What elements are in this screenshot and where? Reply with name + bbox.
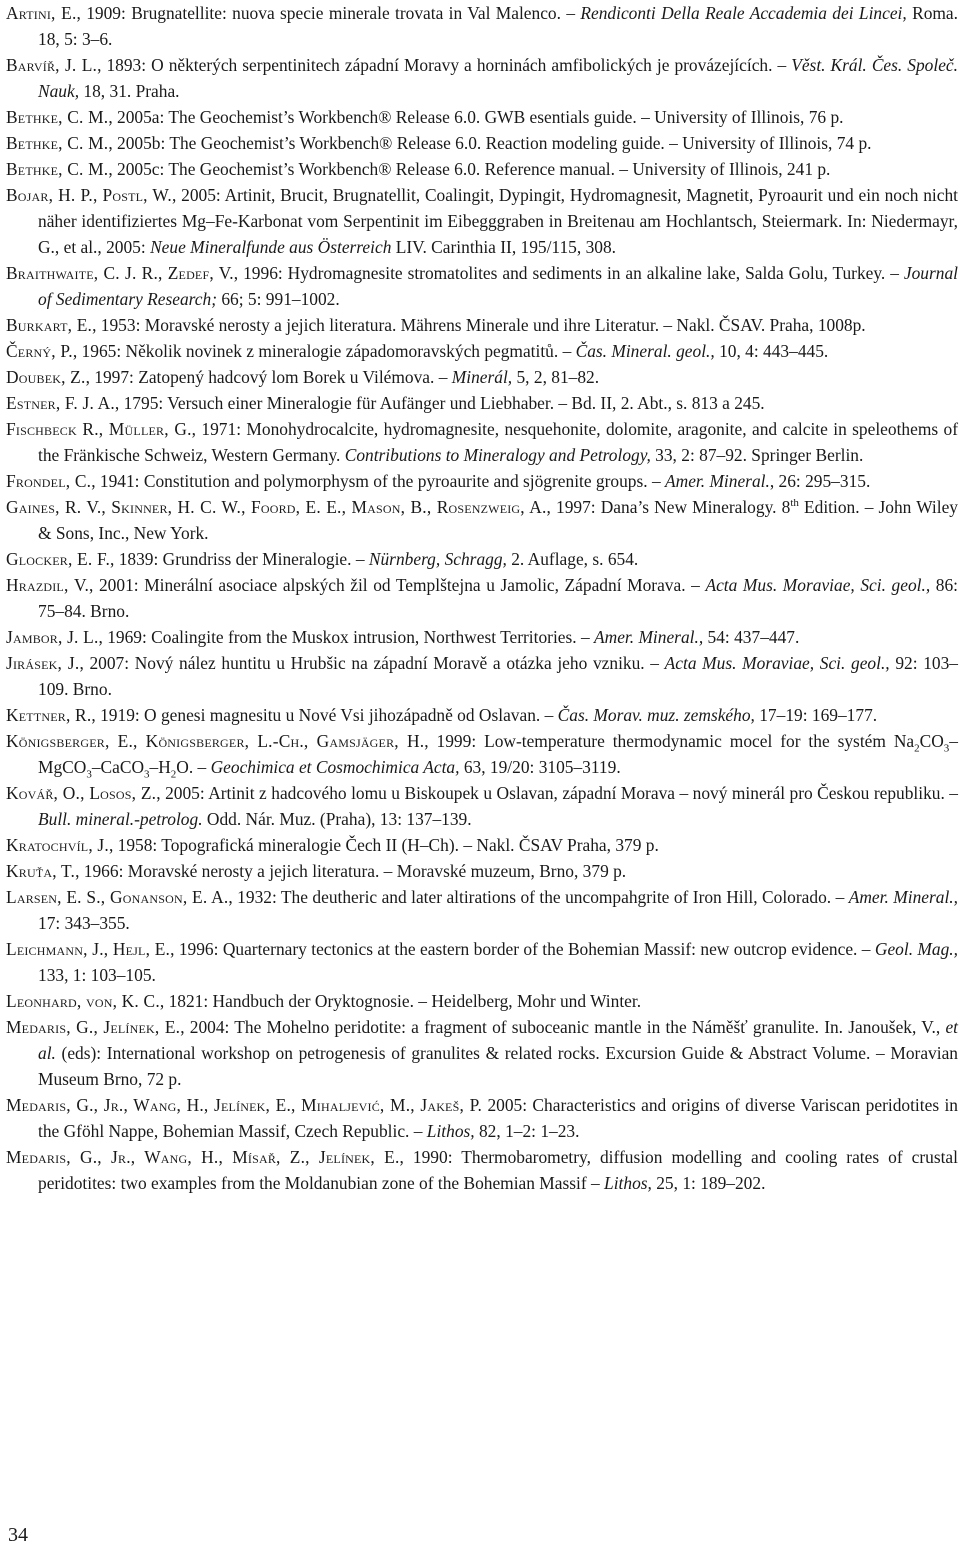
reference-text: , 1997: Dana’s New Mineralogy. 8 xyxy=(546,497,791,517)
reference-text: 10, 4: 443–445. xyxy=(714,341,829,361)
reference-entry xyxy=(6,572,958,624)
reference-source: Nürnberg, Schragg, xyxy=(368,549,507,569)
reference-entry xyxy=(6,936,958,988)
reference-source: Bull. mineral.-petrolog. xyxy=(38,809,203,829)
reference-authors: Jirásek, J. xyxy=(6,653,80,673)
reference-text: 2005: Characteristics and origins of diverse Variscan peridotites in the Gföhl Nappe, Bohemian Massif, Czech Republic. – xyxy=(38,1095,958,1141)
reference-text: , 1932: The deutheric and later altirations of the uncompahgrite of Iron Hill, Colorado. – xyxy=(228,887,849,907)
reference-authors: Bethke, C. M. xyxy=(6,107,109,127)
reference-text: 25, 1: 189–202. xyxy=(651,1173,766,1193)
reference-text: , 2005: Artinit z hadcového lomu u Biskoupek u Oslavan, západní Morava – nový minerál pro Českou republiku. – xyxy=(156,783,958,803)
reference-entry xyxy=(6,988,958,1014)
reference-text: 17–19: 169–177. xyxy=(754,705,878,725)
reference-entry xyxy=(6,182,958,260)
reference-text: , 2005b: The Geochemist’s Workbench® Release 6.0. Reaction modeling guide. – University of Illinois, 74 p. xyxy=(108,133,872,153)
reference-authors: Medaris, G., Jelínek, E. xyxy=(6,1017,181,1037)
reference-text: , 1996: Quarternary tectonics at the eastern border of the Bohemian Massif: new outcrop evidence. – xyxy=(170,939,875,959)
reference-entry xyxy=(6,312,958,338)
subscript: 3 xyxy=(943,742,950,755)
reference-authors: Frondel, C. xyxy=(6,471,92,491)
reference-authors: Braithwaite, C. J. R., Zedef, V. xyxy=(6,263,234,283)
reference-source: Lithos, xyxy=(426,1121,475,1141)
subscript: 2 xyxy=(170,768,177,781)
reference-source: Lithos, xyxy=(604,1173,652,1193)
reference-text: 5, 2, 81–82. xyxy=(512,367,600,387)
reference-text: CO xyxy=(919,731,944,751)
reference-text: , 1999: Low-temperature thermodynamic mocel for the systém Na xyxy=(424,731,915,751)
reference-authors: Kovář, O., Losos, Z. xyxy=(6,783,157,803)
reference-source: Amer. Mineral. xyxy=(665,471,770,491)
reference-entry xyxy=(6,390,958,416)
reference-text: , 1795: Versuch einer Mineralogie für Aufänger und Liebhaber. – Bd. II, 2. Abt., s. 813 a 245. xyxy=(114,393,765,413)
reference-text: , 1990: Thermobarometry, diffusion modelling and cooling rates of crustal peridotites: two examples from the Moldanubian zone of the Bohemian Massif – xyxy=(38,1147,958,1193)
reference-authors: Leonhard, von, K. C. xyxy=(6,991,160,1011)
reference-authors: Medaris, G., Jr., Wang, H., Mísař, Z., Jelínek, E. xyxy=(6,1147,400,1167)
reference-source: Amer. Mineral., xyxy=(594,627,704,647)
reference-entry xyxy=(6,728,958,780)
reference-text: 63, 19/20: 3105–3119. xyxy=(459,757,621,777)
reference-entry xyxy=(6,364,958,390)
reference-text: 17: 343–355. xyxy=(38,913,130,933)
reference-page xyxy=(6,0,958,1196)
reference-authors: Gaines, R. V., Skinner, H. C. W., Foord, E. E., Mason, B., Rosenzweig, A. xyxy=(6,497,547,517)
reference-source: Geochimica et Cosmochimica Acta, xyxy=(210,757,460,777)
reference-source: Věst. Král. Čes. Společ. Nauk, xyxy=(38,55,958,101)
reference-entry xyxy=(6,468,958,494)
reference-authors: Jambor, J. L. xyxy=(6,627,99,647)
reference-entry xyxy=(6,1144,958,1196)
reference-source: Journal of Sedimentary Research; xyxy=(38,263,958,309)
reference-text: , 1821: Handbuch der Oryktognosie. – Heidelberg, Mohr und Winter. xyxy=(159,991,642,1011)
reference-text: 54: 437–447. xyxy=(703,627,800,647)
reference-text: Edition. – John Wiley & Sons, Inc., New York. xyxy=(38,497,958,543)
reference-source: Rendiconti Della Reale Accademia dei Lincei, xyxy=(580,3,907,23)
reference-authors: Leichmann, J., Hejl, E. xyxy=(6,939,171,959)
reference-text: , 1839: Grundriss der Mineralogie. – xyxy=(110,549,369,569)
reference-authors: Černý, P. xyxy=(6,341,73,361)
reference-entry xyxy=(6,416,958,468)
reference-text: , 1958: Topografická mineralogie Čech II (H–Ch). – Nakl. ČSAV Praha, 379 p. xyxy=(108,835,659,855)
reference-text: 66; 5: 991–1002. xyxy=(217,289,340,309)
reference-authors: Bethke, C. M. xyxy=(6,133,109,153)
reference-text: O. – xyxy=(176,757,211,777)
reference-text: , 2007: Nový nález huntitu u Hrubšic na západní Moravě a otázka jeho vzniku. – xyxy=(79,653,665,673)
reference-authors: Königsberger, E., Königsberger, L.-Ch., Gamsjäger, H. xyxy=(6,731,425,751)
reference-text: , 1953: Moravské nerosty a jejich literatura. Mährens Minerale und ihre Literatur. – Nakl. ČSAV. Praha, 1008p. xyxy=(92,315,866,335)
reference-text: , 2005a: The Geochemist’s Workbench® Release 6.0. GWB esentials guide. – University of Illinois, 76 p. xyxy=(108,107,844,127)
reference-text: 82, 1–2: 1–23. xyxy=(474,1121,580,1141)
reference-text: , 2005c: The Geochemist’s Workbench® Release 6.0. Reference manual. – University of Illinois, 241 p. xyxy=(108,159,831,179)
reference-entry xyxy=(6,858,958,884)
subscript: 3 xyxy=(144,768,150,781)
reference-authors: Artini, E. xyxy=(6,3,77,23)
reference-source: Acta Mus. Moraviae, Sci. geol., xyxy=(664,653,890,673)
reference-source: Čas. Mineral. geol., xyxy=(575,341,715,361)
reference-source: Contributions to Mineralogy and Petrology, xyxy=(344,445,651,465)
reference-text: , 1966: Moravské nerosty a jejich literatura. – Moravské muzeum, Brno, 379 p. xyxy=(75,861,627,881)
reference-entry xyxy=(6,702,958,728)
reference-text: , 26: 295–315. xyxy=(769,471,871,491)
reference-source: Čas. Morav. muz. zemského, xyxy=(557,705,755,725)
reference-text: , 1971: Monohydrocalcite, hydromagnesite, nesquehonite, dolomite, aragonite, and calcite in speleothems of the Fränkische Schweiz, Western Germany. xyxy=(38,419,958,465)
reference-entry xyxy=(6,624,958,650)
reference-entry xyxy=(6,52,958,104)
reference-entry xyxy=(6,338,958,364)
reference-authors: Fischbeck R., Müller, G. xyxy=(6,419,192,439)
reference-authors: Medaris, G., Jr., Wang, H., Jelínek, E., Mihaljević, M., Jakeš, P. xyxy=(6,1095,483,1115)
reference-text: , 1919: O genesi magnesitu u Nové Vsi jihozápadně od Oslavan. – xyxy=(91,705,558,725)
reference-text: 33, 2: 87–92. Springer Berlin. xyxy=(650,445,864,465)
reference-text: Roma. 18, 5: 3–6. xyxy=(38,3,958,49)
superscript: th xyxy=(790,497,799,510)
reference-source: Amer. Mineral., xyxy=(848,887,958,907)
reference-text: , 1909: Brugnatellite: nuova specie minerale trovata in Val Malenco. – xyxy=(76,3,581,23)
reference-text: , 2004: The Mohelno peridotite: a fragment of suboceanic mantle in the Náměšť granulite. In. Janoušek, V., xyxy=(180,1017,946,1037)
reference-text: , 1997: Zatopený hadcový lom Borek u Vilémova. – xyxy=(85,367,452,387)
reference-text: –H xyxy=(149,757,171,777)
reference-text: , 1941: Constitution and polymorphysm of the pyroaurite and sjögrenite groups. – xyxy=(91,471,666,491)
reference-entry xyxy=(6,780,958,832)
reference-entry xyxy=(6,650,958,702)
reference-text: –CaCO xyxy=(91,757,145,777)
reference-entry xyxy=(6,130,958,156)
reference-text: , 1893: O některých serpentinitech západní Moravy a horninách amfibolických je provázejících. – xyxy=(97,55,792,75)
reference-entry xyxy=(6,884,958,936)
reference-list xyxy=(6,0,958,1196)
reference-text: , 2005: Artinit, Brucit, Brugnatellit, Coalingit, Dypingit, Hydromagnesit, Magnetit, Pyroaurit und ein noch nicht näher identifiziertes Mg–Fe-Karbonat vom Serpentinit im Eibegggraben in Breitenau am Hochlantsch, Steiermark. In: Niedermayr, G., et al., 2005: xyxy=(38,185,958,257)
reference-text: –MgCO xyxy=(38,731,958,777)
reference-entry xyxy=(6,104,958,130)
reference-text: 2. Auflage, s. 654. xyxy=(506,549,639,569)
reference-authors: Kettner, R. xyxy=(6,705,92,725)
reference-entry xyxy=(6,494,958,546)
reference-source: Neue Mineralfunde aus Österreich xyxy=(150,237,392,257)
reference-authors: Kruťa, T. xyxy=(6,861,76,881)
subscript: 3 xyxy=(86,768,92,781)
reference-entry xyxy=(6,0,958,52)
reference-source: Minerál, xyxy=(451,367,513,387)
reference-text: LIV. Carinthia II, 195/115, 308. xyxy=(391,237,617,257)
reference-text: (eds): International workshop on petrogenesis of granulites & related rocks. Excursion Guide & Abstract Volume. – Moravian Museum Brno, 72 p. xyxy=(38,1043,958,1089)
reference-entry xyxy=(6,546,958,572)
reference-authors: Doubek, Z. xyxy=(6,367,86,387)
reference-text: , 1996: Hydromagnesite stromatolites and sediments in an alkaline lake, Salda Golu, Turkey. – xyxy=(233,263,904,283)
reference-source: et al. xyxy=(38,1017,958,1063)
reference-authors: Kratochvíl, J. xyxy=(6,835,109,855)
reference-source: Acta Mus. Moraviae, Sci. geol., xyxy=(705,575,931,595)
subscript: 2 xyxy=(914,742,920,755)
page-number: 34 xyxy=(8,1524,28,1546)
reference-entry xyxy=(6,1092,958,1144)
reference-entry xyxy=(6,1014,958,1092)
reference-text: , 2001: Minerální asociace alpských žil od Templštejna u Jamolic, Západní Morava. – xyxy=(89,575,706,595)
reference-authors: Barvíř, J. L. xyxy=(6,55,98,75)
reference-authors: Glocker, E. F. xyxy=(6,549,110,569)
reference-authors: Estner, F. J. A. xyxy=(6,393,115,413)
reference-text: 86: 75–84. Brno. xyxy=(38,575,959,621)
reference-entry xyxy=(6,832,958,858)
reference-authors: Bojar, H. P., Postl, W. xyxy=(6,185,172,205)
reference-authors: Larsen, E. S., Gonanson, E. A. xyxy=(6,887,229,907)
reference-authors: Hrazdil, V. xyxy=(6,575,90,595)
reference-authors: Burkart, E. xyxy=(6,315,93,335)
reference-source: Geol. Mag., xyxy=(874,939,959,959)
reference-text: 92: 103–109. Brno. xyxy=(38,653,958,699)
reference-authors: Bethke, C. M. xyxy=(6,159,109,179)
reference-text: 133, 1: 103–105. xyxy=(38,965,156,985)
reference-text: , 1969: Coalingite from the Muskox intrusion, Northwest Territories. – xyxy=(98,627,595,647)
reference-text: Odd. Nár. Muz. (Praha), 13: 137–139. xyxy=(202,809,472,829)
reference-text: , 1965: Několik novinek z mineralogie západomoravských pegmatitů. – xyxy=(72,341,576,361)
reference-entry xyxy=(6,260,958,312)
reference-entry xyxy=(6,156,958,182)
reference-text: 18, 31. Praha. xyxy=(79,81,180,101)
